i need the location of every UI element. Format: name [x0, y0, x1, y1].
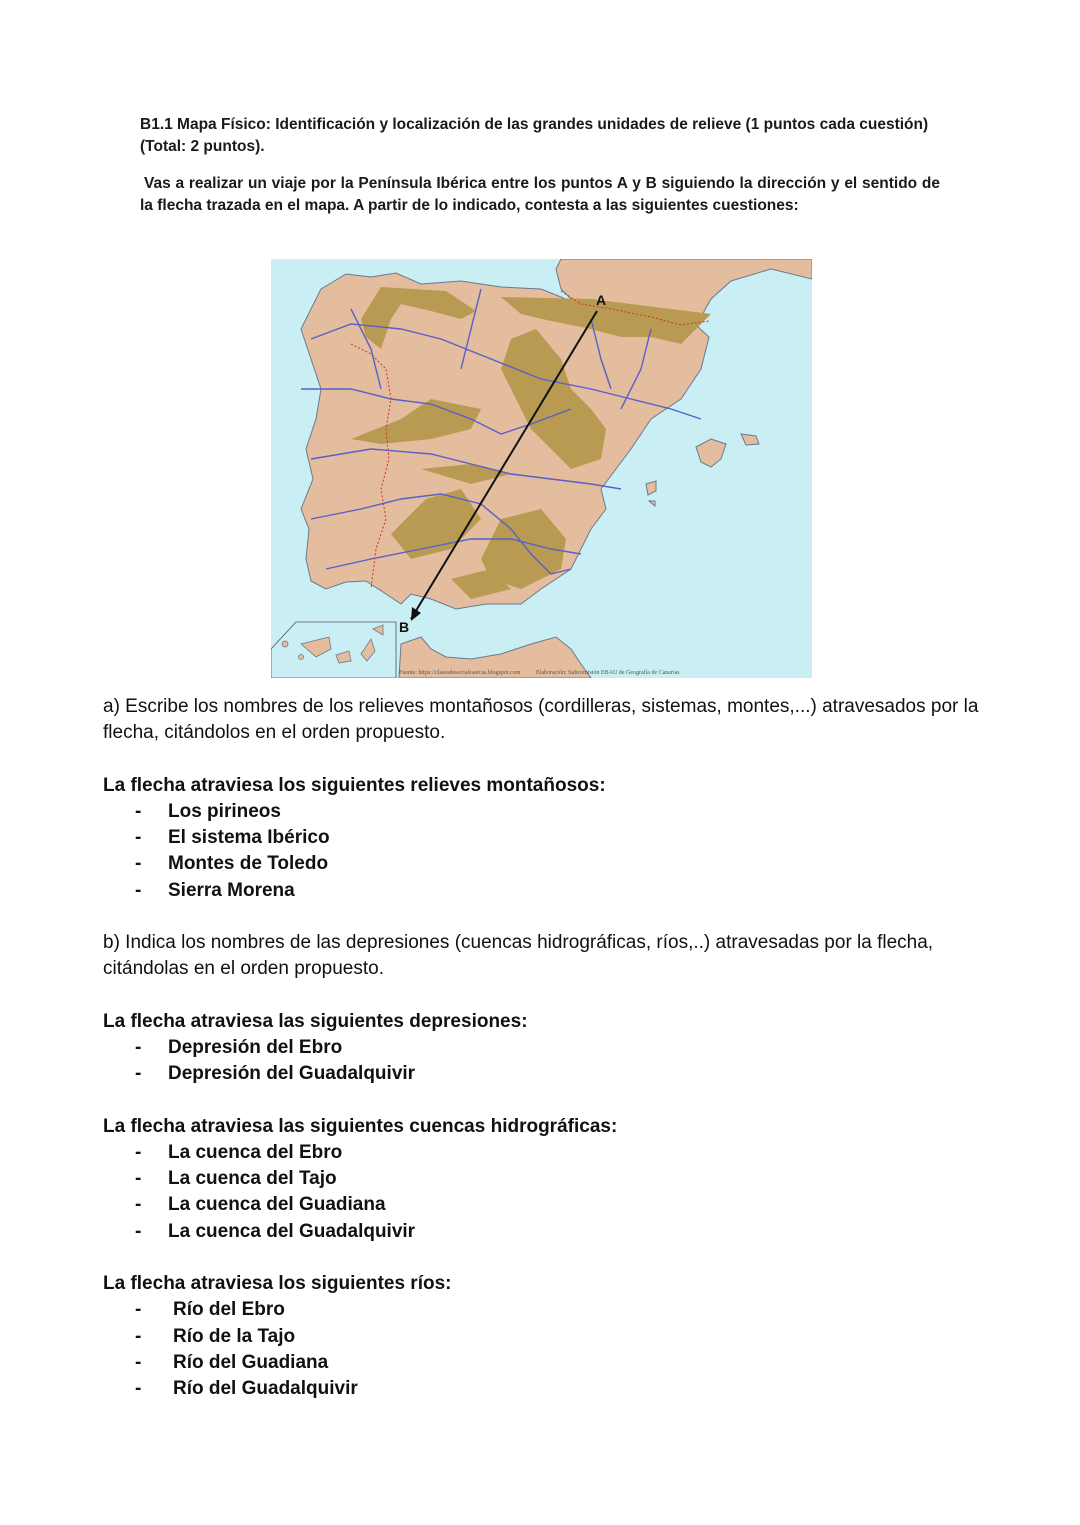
list-item: - La cuenca del Ebro [103, 1140, 983, 1166]
list-item: - El sistema Ibérico [103, 825, 983, 851]
list-item: - Sierra Morena [103, 878, 983, 904]
dash-marker: - [135, 1168, 142, 1190]
list-item: - La cuenca del Guadalquivir [103, 1219, 983, 1245]
depressions-list [103, 1035, 983, 1088]
depressions-heading: La flecha atraviesa las siguientes depresiones: [103, 1010, 528, 1032]
answers-section [103, 694, 983, 1403]
basins-heading: La flecha atraviesa las siguientes cuencas hidrográficas: [103, 1115, 618, 1137]
list-item: - Río de la Tajo [103, 1324, 983, 1350]
dash-marker: - [135, 1220, 142, 1242]
basins-list [103, 1140, 983, 1245]
dash-marker: - [135, 1141, 142, 1163]
point-a-label: A [596, 292, 607, 308]
exercise-title: B1.1 Mapa Físico: Identificación y localización de las grandes unidades de relieve (1 puntos cada cuestión) (Total: 2 puntos). [140, 116, 929, 155]
list-item: - Depresión del Ebro [103, 1035, 983, 1061]
list-item: - La cuenca del Tajo [103, 1166, 983, 1192]
dash-marker: - [135, 1351, 142, 1373]
question-a-prompt: a) Escribe los nombres de los relieves montañosos (cordilleras, sistemas, montes,...) atravesados por la flecha, citándolos en el orden propuesto. [103, 696, 979, 744]
question-b-prompt: b) Indica los nombres de las depresiones (cuencas hidrográficas, ríos,..) atravesadas por la flecha, citándolas en el orden propuesto. [103, 932, 934, 980]
dash-marker: - [135, 879, 142, 901]
map-credit-source: Fuente: https://clasesdesocialesarcas.blogspot.com [399, 670, 521, 676]
map-graphic [271, 259, 812, 678]
list-item: - Los pirineos [103, 799, 983, 825]
point-b-label: B [399, 619, 410, 635]
map-credit-author: Elaboración: Subcomisión EBAU de Geografía de Canarias [535, 670, 680, 676]
dash-marker: - [135, 1063, 142, 1085]
dash-marker: - [135, 1194, 142, 1216]
dash-marker: - [135, 1299, 142, 1321]
list-item: - Montes de Toledo [103, 851, 983, 877]
dash-marker: - [135, 853, 142, 875]
dash-marker: - [135, 800, 142, 822]
dash-marker: - [135, 1378, 142, 1400]
list-item: - Depresión del Guadalquivir [103, 1061, 983, 1087]
iberian-physical-map [271, 259, 812, 678]
rivers-list [103, 1297, 983, 1402]
list-item: - Río del Ebro [103, 1297, 983, 1323]
exercise-instructions: Vas a realizar un viaje por la Península Ibérica entre los puntos A y B siguiendo la dirección y el sentido de la flecha trazada en el mapa. A partir de lo indicado, contesta a las siguientes cuestiones: [140, 175, 940, 214]
question-a-answer-heading: La flecha atraviesa los siguientes relieves montañosos: [103, 774, 606, 796]
exercise-header [140, 114, 940, 217]
map-credit [399, 670, 694, 676]
dash-marker: - [135, 1036, 142, 1058]
dash-marker: - [135, 1325, 142, 1347]
list-item: - Río del Guadalquivir [103, 1376, 983, 1402]
relief-list [103, 799, 983, 904]
list-item: - La cuenca del Guadiana [103, 1192, 983, 1218]
dash-marker: - [135, 827, 142, 849]
rivers-heading: La flecha atraviesa los siguientes ríos: [103, 1273, 452, 1295]
list-item: - Río del Guadiana [103, 1350, 983, 1376]
